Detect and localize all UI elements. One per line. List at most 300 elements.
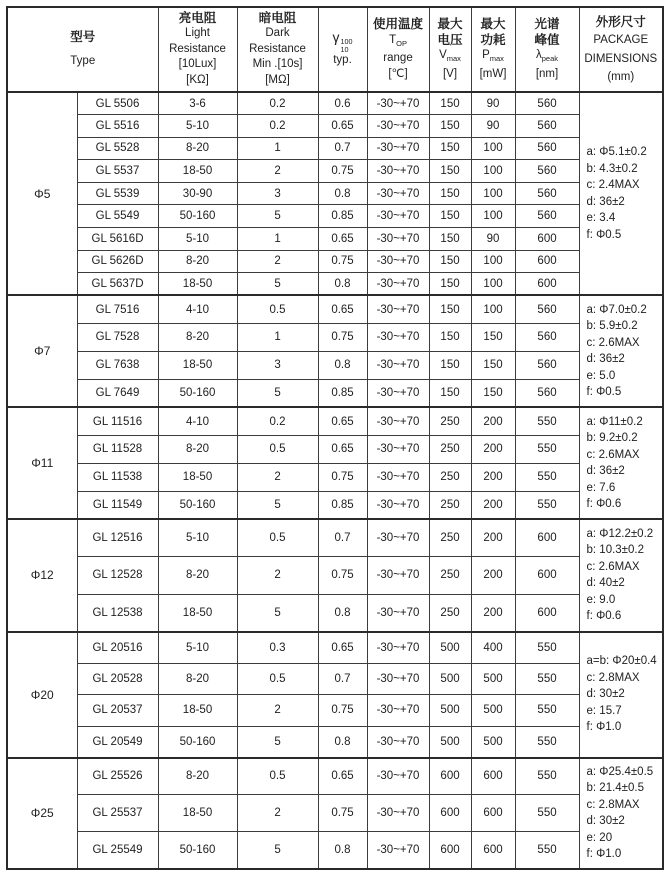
vmax-cell: 250 (429, 491, 471, 519)
pmax-unit: [mW] (479, 67, 507, 80)
model-cell: GL 20537 (77, 695, 158, 727)
model-cell: GL 5616D (77, 228, 158, 251)
lambda-peak-cell: 560 (515, 182, 579, 205)
lambda-cn-line: 光谱 (534, 17, 560, 31)
model-cell: GL 7649 (77, 379, 158, 407)
col-header-light-resistance (158, 7, 237, 92)
section-label-cell: Φ7 (7, 295, 77, 407)
vmax-cell: 150 (429, 295, 471, 323)
section-label-cell: Φ25 (7, 758, 77, 869)
pmax-cell: 150 (471, 379, 515, 407)
vmax-cell: 600 (429, 832, 471, 869)
pmax-cell: 200 (471, 557, 515, 594)
gamma-symbol: γ (332, 29, 340, 46)
vmax-symbol-line (430, 48, 471, 67)
header-temp-cn: 使用温度 (373, 17, 424, 31)
dimension-line: b: 21.4±0.5 (586, 782, 644, 795)
pmax-cell: 600 (471, 832, 515, 869)
dark-resistance-cell: 2 (237, 557, 318, 594)
vmax-cn-line: 最大 (437, 17, 463, 31)
dimension-line: b: 10.3±0.2 (586, 544, 644, 557)
dark-resistance-cell: 0.2 (237, 92, 318, 115)
dimension-line: a: Φ11±0.2 (586, 415, 643, 428)
table-row (7, 250, 663, 273)
pmax-cell: 100 (471, 250, 515, 273)
light-resistance-cell: 8-20 (158, 323, 237, 351)
dark-resistance-cell: 0.5 (237, 435, 318, 463)
model-cell: GL 25526 (77, 758, 158, 795)
model-cell: GL 5528 (77, 137, 158, 160)
pmax-cell: 400 (471, 632, 515, 664)
lambda-unit: [nm] (535, 67, 559, 80)
temp-range-cell: -30~+70 (367, 351, 429, 379)
gamma-cell: 0.65 (318, 632, 367, 664)
dimension-line: e: 3.4 (586, 212, 616, 225)
temp-range-cell: -30~+70 (367, 115, 429, 138)
temp-range-cell: -30~+70 (367, 295, 429, 323)
dimensions-cell (579, 758, 663, 869)
table-row (7, 594, 663, 631)
light-resistance-cell: 8-20 (158, 557, 237, 594)
gamma-cell: 0.65 (318, 758, 367, 795)
model-cell: GL 12538 (77, 594, 158, 631)
lambda-peak-cell: 550 (515, 632, 579, 664)
pmax-cell: 150 (471, 323, 515, 351)
gamma-cell: 0.85 (318, 379, 367, 407)
temp-range-cell: -30~+70 (367, 379, 429, 407)
temp-range-cell: -30~+70 (367, 160, 429, 183)
gamma-sub: 10 (340, 44, 349, 54)
pmax-cell: 100 (471, 137, 515, 160)
pmax-symbol-line (472, 48, 515, 67)
section-label-cell: Φ12 (7, 519, 77, 631)
vmax-cell: 500 (429, 726, 471, 758)
table-row (7, 519, 663, 556)
dimension-line: f: Φ0.6 (586, 498, 622, 511)
model-cell: GL 5537 (77, 160, 158, 183)
dimension-line: d: 36±2 (586, 465, 625, 478)
light-resistance-cell: 5-10 (158, 632, 237, 664)
vmax-cell: 150 (429, 228, 471, 251)
vmax-cell: 250 (429, 463, 471, 491)
model-cell: GL 11549 (77, 491, 158, 519)
temp-symbol-sub: OP (396, 38, 407, 48)
temp-range-cell: -30~+70 (367, 323, 429, 351)
light-resistance-cell: 4-10 (158, 407, 237, 435)
dimension-line: b: 4.3±0.2 (586, 162, 638, 175)
temp-range-cell: -30~+70 (367, 519, 429, 556)
pmax-cn-line: 最大 (480, 17, 506, 31)
gamma-cell: 0.75 (318, 695, 367, 727)
model-cell: GL 5506 (77, 92, 158, 115)
pmax-cell: 90 (471, 228, 515, 251)
dimension-line: c: 2.6MAX (586, 448, 640, 461)
header-light-line: Resistance (169, 42, 226, 55)
vmax-cell: 150 (429, 379, 471, 407)
dimension-line: b: 9.2±0.2 (586, 432, 638, 445)
model-cell: GL 25549 (77, 832, 158, 869)
header-dark-line: Resistance (249, 42, 306, 55)
dark-resistance-cell: 5 (237, 594, 318, 631)
lambda-peak-cell: 560 (515, 205, 579, 228)
vmax-cell: 150 (429, 351, 471, 379)
lambda-peak-cell: 560 (515, 295, 579, 323)
pmax-cell: 200 (471, 491, 515, 519)
model-cell: GL 12528 (77, 557, 158, 594)
col-header-lambda-peak (515, 7, 579, 92)
light-resistance-cell: 8-20 (158, 435, 237, 463)
gamma-cell: 0.8 (318, 726, 367, 758)
header-dims-line: (mm) (607, 71, 635, 83)
model-cell: GL 11516 (77, 407, 158, 435)
dimension-line: a: Φ12.2±0.2 (586, 527, 654, 540)
dimension-line: d: 36±2 (586, 195, 625, 208)
dimension-line: a: Φ25.4±0.5 (586, 765, 654, 778)
lambda-symbol-sub: peak (541, 54, 559, 63)
pmax-cn-line: 功耗 (480, 32, 506, 47)
temp-range-cell: -30~+70 (367, 663, 429, 695)
dimension-line: f: Φ0.6 (586, 610, 622, 623)
dimension-line: f: Φ0.5 (586, 228, 622, 241)
vmax-cell: 150 (429, 92, 471, 115)
section-label-cell: Φ20 (7, 632, 77, 758)
gamma-cell: 0.85 (318, 491, 367, 519)
model-cell: GL 5626D (77, 250, 158, 273)
table-row (7, 182, 663, 205)
lambda-peak-cell: 600 (515, 250, 579, 273)
temp-range-cell: -30~+70 (367, 463, 429, 491)
model-cell: GL 7638 (77, 351, 158, 379)
lambda-peak-cell: 560 (515, 160, 579, 183)
table-row (7, 491, 663, 519)
dark-resistance-cell: 5 (237, 491, 318, 519)
lambda-peak-cell: 550 (515, 832, 579, 869)
vmax-cell: 250 (429, 594, 471, 631)
dark-resistance-cell: 0.5 (237, 758, 318, 795)
gamma-cell: 0.65 (318, 407, 367, 435)
header-dims-cn: 外形尺寸 (595, 14, 646, 29)
dark-resistance-cell: 2 (237, 795, 318, 832)
lambda-peak-cell: 560 (515, 379, 579, 407)
pmax-cell: 100 (471, 295, 515, 323)
light-resistance-cell: 30-90 (158, 182, 237, 205)
vmax-cell: 150 (429, 323, 471, 351)
temp-range-cell: -30~+70 (367, 832, 429, 869)
model-cell: GL 20549 (77, 726, 158, 758)
pmax-cell: 200 (471, 594, 515, 631)
lambda-peak-cell: 550 (515, 435, 579, 463)
col-header-dark-resistance (237, 7, 318, 92)
temp-range-cell: -30~+70 (367, 695, 429, 727)
header-type-cn: 型号 (70, 29, 96, 44)
vmax-cell: 500 (429, 632, 471, 664)
lambda-peak-cell: 550 (515, 491, 579, 519)
temp-range-cell: -30~+70 (367, 758, 429, 795)
pmax-cell: 500 (471, 695, 515, 727)
section-phi5 (7, 92, 663, 295)
model-cell: GL 7516 (77, 295, 158, 323)
dark-resistance-cell: 3 (237, 182, 318, 205)
gamma-cell: 0.75 (318, 463, 367, 491)
light-resistance-cell: 18-50 (158, 351, 237, 379)
lambda-peak-cell: 560 (515, 115, 579, 138)
section-phi20 (7, 632, 663, 758)
dimension-line: f: Φ0.5 (586, 386, 622, 399)
col-header-dimensions (579, 7, 663, 92)
table-header (7, 7, 663, 92)
temp-symbol-line (368, 33, 429, 52)
temp-range-cell: -30~+70 (367, 491, 429, 519)
vmax-cell: 500 (429, 695, 471, 727)
temp-range-cell: -30~+70 (367, 632, 429, 664)
temp-range-cell: -30~+70 (367, 594, 429, 631)
light-resistance-cell: 5-10 (158, 228, 237, 251)
temp-range-cell: -30~+70 (367, 273, 429, 296)
vmax-symbol-sub: max (446, 54, 461, 63)
table-row (7, 92, 663, 115)
lambda-cn-line: 峰值 (534, 32, 560, 47)
header-type-en: Type (70, 55, 96, 67)
dimensions-cell (579, 519, 663, 631)
dark-resistance-cell: 0.5 (237, 519, 318, 556)
gamma-cell: 0.75 (318, 160, 367, 183)
vmax-cell: 150 (429, 115, 471, 138)
dimension-line: c: 2.8MAX (586, 671, 640, 684)
lambda-peak-cell: 550 (515, 663, 579, 695)
pmax-cell: 100 (471, 205, 515, 228)
dimension-line: d: 40±2 (586, 577, 625, 590)
gamma-cell: 0.6 (318, 92, 367, 115)
pmax-cell: 100 (471, 182, 515, 205)
lambda-peak-cell: 560 (515, 137, 579, 160)
lambda-peak-cell: 550 (515, 758, 579, 795)
table-row (7, 205, 663, 228)
dimensions-cell (579, 632, 663, 758)
dimension-line: f: Φ1.0 (586, 721, 622, 734)
pmax-cell: 200 (471, 519, 515, 556)
section-label-cell: Φ11 (7, 407, 77, 519)
table-row (7, 726, 663, 758)
lambda-peak-cell: 600 (515, 557, 579, 594)
model-cell: GL 5549 (77, 205, 158, 228)
model-cell: GL 12516 (77, 519, 158, 556)
model-cell: GL 25537 (77, 795, 158, 832)
dark-resistance-cell: 2 (237, 463, 318, 491)
header-dark-line: Dark (265, 27, 290, 40)
dark-resistance-cell: 5 (237, 273, 318, 296)
section-phi12 (7, 519, 663, 631)
dimension-line: c: 2.6MAX (586, 336, 640, 349)
model-cell: GL 7528 (77, 323, 158, 351)
lambda-peak-cell: 550 (515, 795, 579, 832)
gamma-cell: 0.7 (318, 519, 367, 556)
table-row (7, 160, 663, 183)
light-resistance-cell: 8-20 (158, 250, 237, 273)
col-header-type (7, 7, 158, 92)
temp-range-cell: -30~+70 (367, 137, 429, 160)
pmax-cell: 200 (471, 435, 515, 463)
vmax-cell: 500 (429, 663, 471, 695)
section-label-cell: Φ5 (7, 92, 77, 295)
dimension-line: a=b: Φ20±0.4 (586, 655, 657, 668)
vmax-cell: 150 (429, 273, 471, 296)
dark-resistance-cell: 0.5 (237, 663, 318, 695)
gamma-cell: 0.75 (318, 557, 367, 594)
table-row (7, 758, 663, 795)
lambda-peak-cell: 600 (515, 228, 579, 251)
table-row (7, 663, 663, 695)
pmax-cell: 200 (471, 407, 515, 435)
dimension-line: e: 5.0 (586, 369, 616, 382)
lambda-peak-cell: 600 (515, 519, 579, 556)
header-dark-line: [MΩ] (265, 73, 290, 86)
table-row (7, 695, 663, 727)
gamma-cell: 0.8 (318, 594, 367, 631)
temp-symbol: T (389, 33, 397, 46)
gamma-cell: 0.75 (318, 323, 367, 351)
spec-table (6, 6, 664, 870)
dark-resistance-cell: 0.5 (237, 295, 318, 323)
table-row (7, 351, 663, 379)
dimension-line: d: 36±2 (586, 353, 625, 366)
dimension-line: c: 2.4MAX (586, 179, 640, 192)
col-header-temp-range (367, 7, 429, 92)
dark-resistance-cell: 2 (237, 250, 318, 273)
vmax-cell: 150 (429, 182, 471, 205)
dimension-line: a: Φ5.1±0.2 (586, 146, 647, 159)
light-resistance-cell: 8-20 (158, 137, 237, 160)
temp-range-cell: -30~+70 (367, 795, 429, 832)
lambda-peak-cell: 560 (515, 92, 579, 115)
vmax-cell: 250 (429, 519, 471, 556)
gamma-cell: 0.8 (318, 273, 367, 296)
vmax-cell: 600 (429, 795, 471, 832)
pmax-cell: 600 (471, 758, 515, 795)
table-row (7, 407, 663, 435)
gamma-cell: 0.7 (318, 663, 367, 695)
temp-range-cell: -30~+70 (367, 92, 429, 115)
dimension-line: e: 7.6 (586, 481, 616, 494)
light-resistance-cell: 18-50 (158, 695, 237, 727)
section-phi11 (7, 407, 663, 519)
lambda-peak-cell: 550 (515, 463, 579, 491)
header-dims-line: PACKAGE (593, 34, 649, 46)
vmax-cell: 250 (429, 435, 471, 463)
lambda-peak-cell: 560 (515, 351, 579, 379)
gamma-cell: 0.8 (318, 182, 367, 205)
model-cell: GL 11528 (77, 435, 158, 463)
pmax-cell: 200 (471, 463, 515, 491)
light-resistance-cell: 3-6 (158, 92, 237, 115)
header-light-line: Light (185, 27, 210, 40)
temp-range-cell: -30~+70 (367, 726, 429, 758)
gamma-cell: 0.65 (318, 228, 367, 251)
vmax-cn-line: 电压 (437, 32, 463, 47)
pmax-symbol: P (482, 49, 490, 61)
table-row (7, 137, 663, 160)
header-dims-line: DIMENSIONS (584, 52, 658, 65)
header-row (7, 7, 663, 92)
pmax-cell: 500 (471, 726, 515, 758)
light-resistance-cell: 50-160 (158, 379, 237, 407)
table-row (7, 115, 663, 138)
dark-resistance-cell: 5 (237, 379, 318, 407)
table-row (7, 795, 663, 832)
gamma-cell: 0.75 (318, 795, 367, 832)
vmax-cell: 150 (429, 160, 471, 183)
light-resistance-cell: 5-10 (158, 519, 237, 556)
pmax-cell: 90 (471, 92, 515, 115)
vmax-cell: 250 (429, 557, 471, 594)
light-resistance-cell: 50-160 (158, 832, 237, 869)
gamma-cell: 0.75 (318, 250, 367, 273)
pmax-symbol-sub: max (489, 54, 504, 63)
light-resistance-cell: 18-50 (158, 463, 237, 491)
light-resistance-cell: 50-160 (158, 491, 237, 519)
dimension-line: c: 2.6MAX (586, 560, 640, 573)
dark-resistance-cell: 2 (237, 160, 318, 183)
gamma-typ-label: typ. (333, 54, 352, 67)
table-row (7, 228, 663, 251)
light-resistance-cell: 50-160 (158, 726, 237, 758)
model-cell: GL 5539 (77, 182, 158, 205)
lambda-symbol-line (516, 48, 579, 67)
light-resistance-cell: 18-50 (158, 795, 237, 832)
section-phi7 (7, 295, 663, 407)
lambda-peak-cell: 550 (515, 695, 579, 727)
dimension-line: e: 20 (586, 831, 613, 844)
col-header-vmax (429, 7, 471, 92)
table-row (7, 295, 663, 323)
pmax-cell: 500 (471, 663, 515, 695)
dark-resistance-cell: 1 (237, 137, 318, 160)
temp-range-cell: -30~+70 (367, 407, 429, 435)
col-header-pmax (471, 7, 515, 92)
dimension-line: f: Φ1.0 (586, 848, 622, 861)
dimensions-cell (579, 92, 663, 295)
lambda-peak-cell: 600 (515, 594, 579, 631)
temp-range-cell: -30~+70 (367, 557, 429, 594)
table-row (7, 379, 663, 407)
light-resistance-cell: 18-50 (158, 273, 237, 296)
temp-range-cell: -30~+70 (367, 205, 429, 228)
table-row (7, 435, 663, 463)
pmax-cell: 100 (471, 273, 515, 296)
dimensions-cell (579, 407, 663, 519)
header-dark-cn: 暗电阻 (258, 10, 297, 25)
lambda-peak-cell: 600 (515, 273, 579, 296)
gamma-exponents (341, 38, 353, 53)
dark-resistance-cell: 3 (237, 351, 318, 379)
dimension-line: e: 9.0 (586, 593, 616, 606)
gamma-symbol-line (319, 30, 367, 53)
vmax-unit: [V] (442, 67, 458, 80)
model-cell: GL 5516 (77, 115, 158, 138)
dark-resistance-cell: 0.2 (237, 407, 318, 435)
light-resistance-cell: 18-50 (158, 160, 237, 183)
dark-resistance-cell: 5 (237, 832, 318, 869)
pmax-cell: 150 (471, 351, 515, 379)
lambda-peak-cell: 550 (515, 407, 579, 435)
gamma-cell: 0.85 (318, 205, 367, 228)
pmax-cell: 90 (471, 115, 515, 138)
vmax-cell: 150 (429, 250, 471, 273)
dimensions-cell (579, 295, 663, 407)
temp-range-cell: -30~+70 (367, 228, 429, 251)
vmax-cell: 600 (429, 758, 471, 795)
header-light-cn: 亮电阻 (178, 10, 217, 25)
header-light-line: [10Lux] (178, 58, 217, 71)
